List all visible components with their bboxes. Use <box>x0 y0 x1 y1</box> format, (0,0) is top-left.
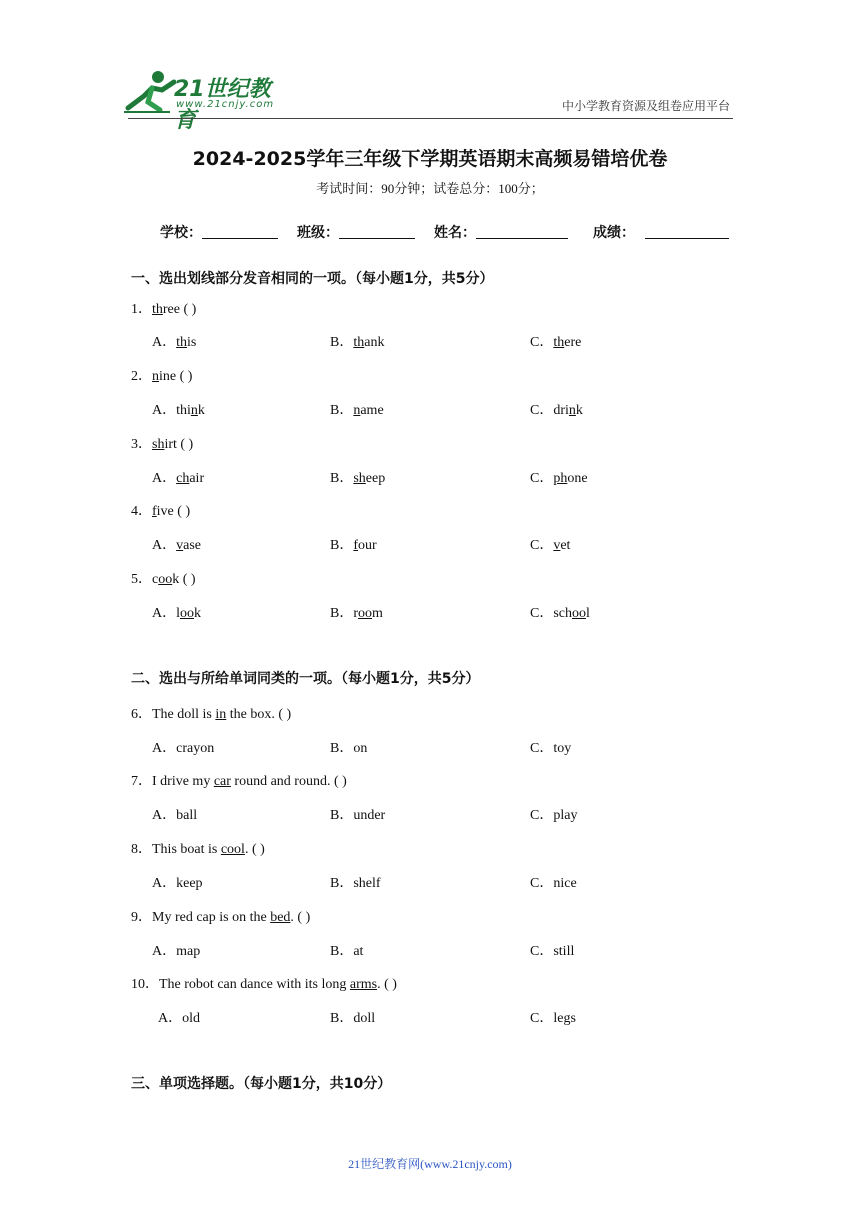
option-a[interactable]: A．map <box>152 944 201 959</box>
score-field[interactable] <box>593 222 729 242</box>
option-a[interactable]: A．old <box>158 1011 201 1026</box>
option-b[interactable]: B．room <box>330 606 383 621</box>
option-c[interactable]: C．phone <box>530 471 588 486</box>
class-label: 班级： <box>297 225 339 241</box>
option-a[interactable]: A．ball <box>152 808 198 823</box>
option-a[interactable]: A．this <box>152 335 197 350</box>
option-a[interactable]: A．chair <box>152 471 205 486</box>
question: 3．shirt ( ) <box>131 437 194 452</box>
runner-logo-icon <box>122 68 178 114</box>
option-a[interactable]: A．think <box>152 403 205 418</box>
name-label: 姓名： <box>434 225 476 241</box>
option-a[interactable]: A．look <box>152 606 202 621</box>
option-b[interactable]: B．four <box>330 538 377 553</box>
school-blank[interactable] <box>202 224 278 239</box>
name-field[interactable] <box>434 222 568 242</box>
question: 1．three ( ) <box>131 302 197 317</box>
section-heading: 二、选出与所给单词同类的一项。（每小题1分，共5分） <box>131 671 480 687</box>
option-b[interactable]: B．on <box>330 741 368 756</box>
question: 8．This boat is cool. ( ) <box>131 842 265 857</box>
question: 5．cook ( ) <box>131 572 196 587</box>
option-b[interactable]: B．under <box>330 808 386 823</box>
option-c[interactable]: C．there <box>530 335 582 350</box>
score-label: 成绩： <box>593 225 635 241</box>
option-a[interactable]: A．keep <box>152 876 203 891</box>
option-b[interactable]: B．sheep <box>330 471 386 486</box>
class-field[interactable] <box>297 222 415 242</box>
option-b[interactable]: B．shelf <box>330 876 381 891</box>
score-blank[interactable] <box>645 224 729 239</box>
option-c[interactable]: C．legs <box>530 1011 576 1026</box>
logo <box>122 68 292 133</box>
exam-info: 考试时间：90分钟；试卷总分：100分； <box>316 181 544 196</box>
question: 6．The doll is in the box. ( ) <box>131 707 292 722</box>
section-heading: 一、选出划线部分发音相同的一项。（每小题1分，共5分） <box>131 271 494 287</box>
school-field[interactable] <box>160 222 278 242</box>
option-c[interactable]: C．school <box>530 606 590 621</box>
option-c[interactable]: C．nice <box>530 876 577 891</box>
option-b[interactable]: B．at <box>330 944 364 959</box>
school-label: 学校： <box>160 225 202 241</box>
question: 7．I drive my car round and round. ( ) <box>131 774 347 789</box>
option-c[interactable]: C．toy <box>530 741 572 756</box>
option-c[interactable]: C．play <box>530 808 578 823</box>
class-blank[interactable] <box>339 224 415 239</box>
question: 9．My red cap is on the bed. ( ) <box>131 910 311 925</box>
question: 4．five ( ) <box>131 504 191 519</box>
option-b[interactable]: B．doll <box>330 1011 376 1026</box>
question: 2．nine ( ) <box>131 369 193 384</box>
logo-text: 21世纪教育 <box>174 77 271 133</box>
page-title: 2024-2025学年三年级下学期英语期末高频易错培优卷 <box>192 148 668 170</box>
header-divider <box>128 118 733 119</box>
option-a[interactable]: A．crayon <box>152 741 215 756</box>
section-heading: 三、单项选择题。（每小题1分，共10分） <box>131 1076 392 1092</box>
option-a[interactable]: A．vase <box>152 538 202 553</box>
logo-url: www.21cnjy.com <box>176 99 275 110</box>
question: 10．The robot can dance with its long arms. ( ) <box>131 977 397 992</box>
footer-link[interactable]: 21世纪教育网(www.21cnjy.com) <box>348 1157 512 1171</box>
option-b[interactable]: B．name <box>330 403 384 418</box>
option-b[interactable]: B．thank <box>330 335 385 350</box>
option-c[interactable]: C．vet <box>530 538 571 553</box>
option-c[interactable]: C．drink <box>530 403 583 418</box>
option-c[interactable]: C．still <box>530 944 575 959</box>
platform-name: 中小学教育资源及组卷应用平台 <box>561 99 730 113</box>
name-blank[interactable] <box>476 224 568 239</box>
